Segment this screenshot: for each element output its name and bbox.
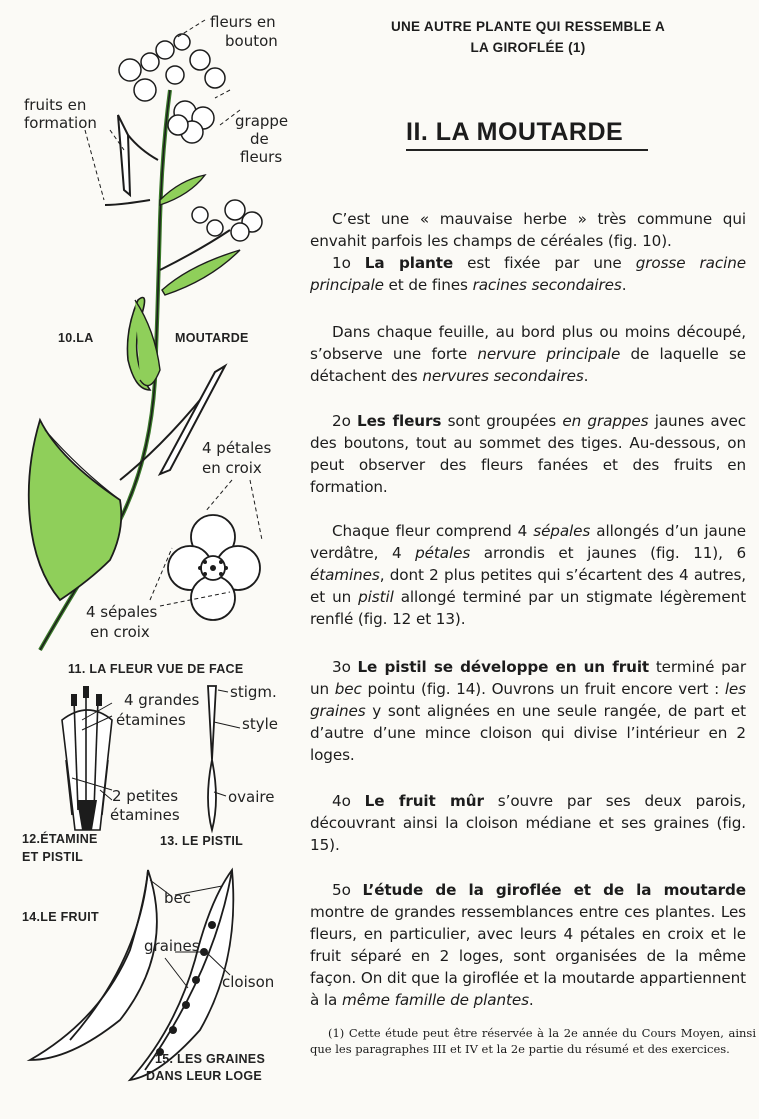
label-bec: bec (164, 889, 191, 907)
header-line-1: UNE AUTRE PLANTE QUI RESSEMBLE A (390, 19, 666, 34)
fig10-caption-a: 10.LA (58, 331, 94, 345)
label-sepales-1: 4 sépales (86, 603, 158, 621)
label-grappe-2: de (250, 130, 269, 148)
page-title: II. LA MOUTARDE (406, 118, 648, 151)
paragraph-intro: C’est une « mauvaise herbe » très commune qui envahit parfois les champs de céréales (fig. 10). 1o La plante est fixée par une grosse racine principale et de fines racines secondaires. (310, 210, 746, 294)
label-fleurs-bouton-1: fleurs en (210, 13, 276, 31)
label-grappe-3: fleurs (240, 148, 283, 166)
label-grandes-1: 4 grandes (124, 691, 200, 709)
paragraph-leaf: Dans chaque feuille, au bord plus ou moins découpé, s’observe une forte nervure principale de laquelle se détachent des nervures secondaires. (310, 323, 746, 385)
label-grandes-2: étamines (116, 711, 186, 729)
header-line-2: LA GIROFLÉE (1) (470, 40, 586, 55)
fig12-caption-1: 12.ÉTAMINE (22, 832, 98, 846)
footnote: (1) Cette étude peut être réservée à la 2e année du Cours Moyen, ainsi que les paragraphes III et IV et la 2e partie du résumé et des exercices. (310, 1026, 756, 1056)
label-fruits-1: fruits en (24, 96, 87, 114)
label-petales-2: en croix (202, 459, 262, 477)
paragraph-flowers: 2o Les fleurs sont groupées en grappes jaunes avec des boutons, tout au sommet des tiges. Au-dessous, on peut observer des fleurs fanées et des fruits en formation. (310, 412, 746, 496)
paragraph-flower-parts: Chaque fleur comprend 4 sépales allongés d’un jaune verdâtre, 4 pétales arrondis et jaunes (fig. 11), 6 étamines, dont 2 plus petites qui s’écartent des 4 autres, et un pistil allongé terminé par un stigmate légèrement renflé (fig. 12 et 13). (310, 522, 747, 628)
label-stigm: stigm. (230, 683, 277, 701)
label-cloison: cloison (222, 973, 275, 991)
fig13-caption: 13. LE PISTIL (160, 834, 244, 848)
label-ovaire: ovaire (228, 788, 275, 806)
label-graines: graines (144, 937, 200, 955)
fig14-caption: 14.LE FRUIT (22, 910, 99, 924)
paragraph-ripe-fruit: 4o Le fruit mûr s’ouvre par ses deux parois, découvrant ainsi la cloison médiane et ses graines (fig. 15). (310, 792, 746, 854)
label-grappe-1: grappe (235, 112, 289, 130)
fig15-caption-1: 15. LES GRAINES (155, 1052, 266, 1066)
fig15-caption-2: DANS LEUR LOGE (146, 1069, 263, 1083)
fig10-caption-b: MOUTARDE (175, 331, 249, 345)
fig11-caption: 11. LA FLEUR VUE DE FACE (68, 662, 244, 676)
label-petales-1: 4 pétales (202, 439, 272, 457)
label-style: style (242, 715, 278, 733)
label-petites-2: étamines (110, 806, 180, 824)
paragraph-pistil: 3o Le pistil se développe en un fruit terminé par un bec pointu (fig. 14). Ouvrons un fruit encore vert : les graines y sont alignées en une seule rangée, de part et d’autre d’une mince cloison qui divise l’intérieur en 2 loges. (310, 658, 746, 764)
fig12-caption-2: ET PISTIL (22, 850, 84, 864)
section-header (328, 16, 728, 58)
label-fruits-2: formation (24, 114, 97, 132)
label-sepales-2: en croix (90, 623, 150, 641)
paragraph-comparison: 5o L’étude de la giroflée et de la moutarde montre de grandes ressemblances entre ces plantes. Les fleurs, en particulier, avec leurs 4 pétales en croix et le fruit séparé en 2 loges, sont organisées de la même façon. On dit que la giroflée et la moutarde appartiennent à la même famille de plantes. (310, 881, 747, 1009)
label-fleurs-bouton-2: bouton (225, 32, 278, 50)
label-petites-1: 2 petites (112, 787, 179, 805)
